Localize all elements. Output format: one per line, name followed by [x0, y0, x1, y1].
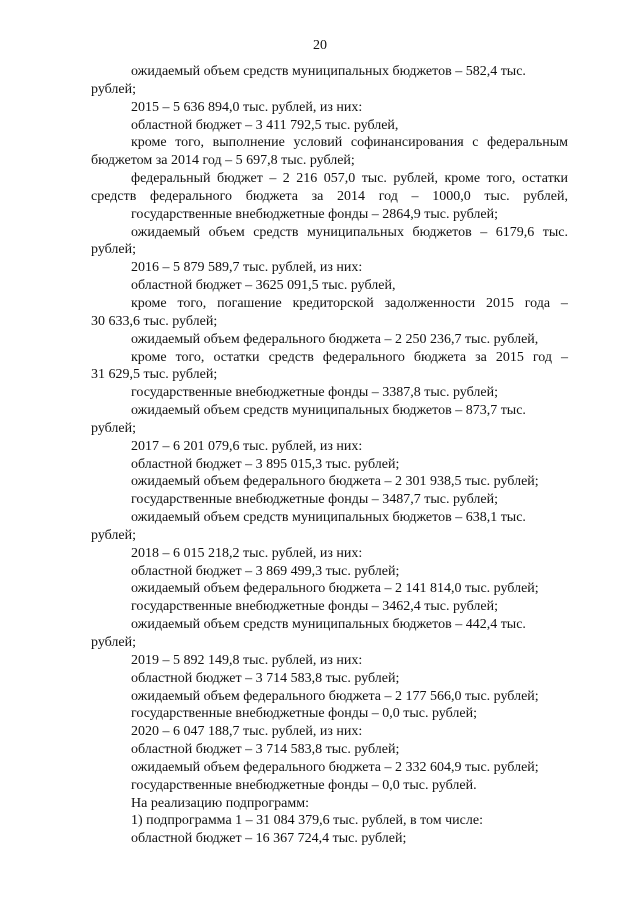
text-line: На реализацию подпрограмм:	[131, 795, 309, 811]
text-line: 2019 – 5 892 149,8 тыс. рублей, из них:	[131, 652, 363, 668]
text-line: ожидаемый объем федерального бюджета – 2 250 236,7 тыс. рублей,	[131, 331, 539, 347]
text-line: ожидаемый объем федерального бюджета – 2 141 814,0 тыс. рублей;	[131, 581, 539, 597]
text-line: рублей;	[91, 635, 136, 650]
text-line: государственные внебюджетные фонды – 3387,8 тыс. рублей;	[131, 385, 498, 401]
text-line: областной бюджет – 3 895 015,3 тыс. рублей;	[131, 456, 400, 472]
text-line: областной бюджет – 3625 091,5 тыс. рублей,	[131, 278, 396, 294]
text-line: государственные внебюджетные фонды – 3462,4 тыс. рублей;	[131, 599, 498, 615]
text-line: ожидаемый объем средств муниципальных бюджетов – 442,4 тыс.	[131, 617, 526, 633]
text-line: областной бюджет – 16 367 724,4 тыс. рублей;	[131, 831, 407, 847]
text-line: ожидаемый объем средств муниципальных бюджетов – 873,7 тыс.	[131, 403, 526, 419]
text-line: 2020 – 6 047 188,7 тыс. рублей, из них:	[131, 724, 363, 740]
text-line: кроме того, погашение кредиторской задолженности 2015 года –	[131, 295, 568, 311]
text-line: рублей;	[91, 242, 136, 258]
text-line: 2017 – 6 201 079,6 тыс. рублей, из них:	[131, 438, 363, 454]
text-line: кроме того, остатки средств федерального бюджета за 2015 год –	[131, 349, 568, 365]
text-line: государственные внебюджетные фонды – 2864,9 тыс. рублей;	[131, 206, 498, 222]
text-line: средств федерального бюджета за 2014 год – 1000,0 тыс. рублей,	[91, 188, 568, 204]
text-line: ожидаемый объем федерального бюджета – 2 177 566,0 тыс. рублей;	[131, 688, 539, 704]
text-line: 2015 – 5 636 894,0 тыс. рублей, из них:	[131, 99, 363, 115]
text-line: ожидаемый объем средств муниципальных бюджетов – 638,1 тыс.	[131, 510, 526, 526]
text-line: 30 633,6 тыс. рублей;	[91, 313, 218, 329]
text-line: государственные внебюджетные фонды – 0,0 тыс. рублей;	[131, 706, 477, 722]
text-line: 31 629,5 тыс. рублей;	[91, 367, 218, 383]
text-line: ожидаемый объем средств муниципальных бюджетов – 582,4 тыс.	[131, 64, 526, 79]
text-line: рублей;	[91, 420, 136, 436]
page-number: 20	[313, 38, 327, 53]
text-line: областной бюджет – 3 714 583,8 тыс. рублей;	[131, 670, 400, 686]
document-body	[91, 63, 568, 848]
text-line: государственные внебюджетные фонды – 0,0 тыс. рублей.	[131, 777, 477, 793]
text-line: бюджетом за 2014 год – 5 697,8 тыс. рублей;	[91, 153, 355, 169]
text-line: ожидаемый объем федерального бюджета – 2 332 604,9 тыс. рублей;	[131, 759, 539, 775]
text-line: 2016 – 5 879 589,7 тыс. рублей, из них:	[131, 260, 363, 276]
text-line: рублей;	[91, 81, 136, 97]
text-line: 2018 – 6 015 218,2 тыс. рублей, из них:	[131, 545, 363, 561]
text-line: государственные внебюджетные фонды – 3487,7 тыс. рублей;	[131, 492, 498, 508]
text-line: рублей;	[91, 527, 136, 543]
text-line: ожидаемый объем федерального бюджета – 2 301 938,5 тыс. рублей;	[131, 474, 539, 490]
text-line: ожидаемый объем средств муниципальных бюджетов – 6179,6 тыс.	[131, 224, 568, 240]
text-line: областной бюджет – 3 869 499,3 тыс. рублей;	[131, 563, 400, 579]
text-line: 1) подпрограмма 1 – 31 084 379,6 тыс. рублей, в том числе:	[131, 813, 483, 829]
text-line: кроме того, выполнение условий софинансирования с федеральным	[131, 135, 568, 151]
text-line: областной бюджет – 3 411 792,5 тыс. рублей,	[131, 117, 399, 133]
text-line: федеральный бюджет – 2 216 057,0 тыс. рублей, кроме того, остатки	[131, 171, 568, 187]
text-line: областной бюджет – 3 714 583,8 тыс. рублей;	[131, 742, 400, 758]
